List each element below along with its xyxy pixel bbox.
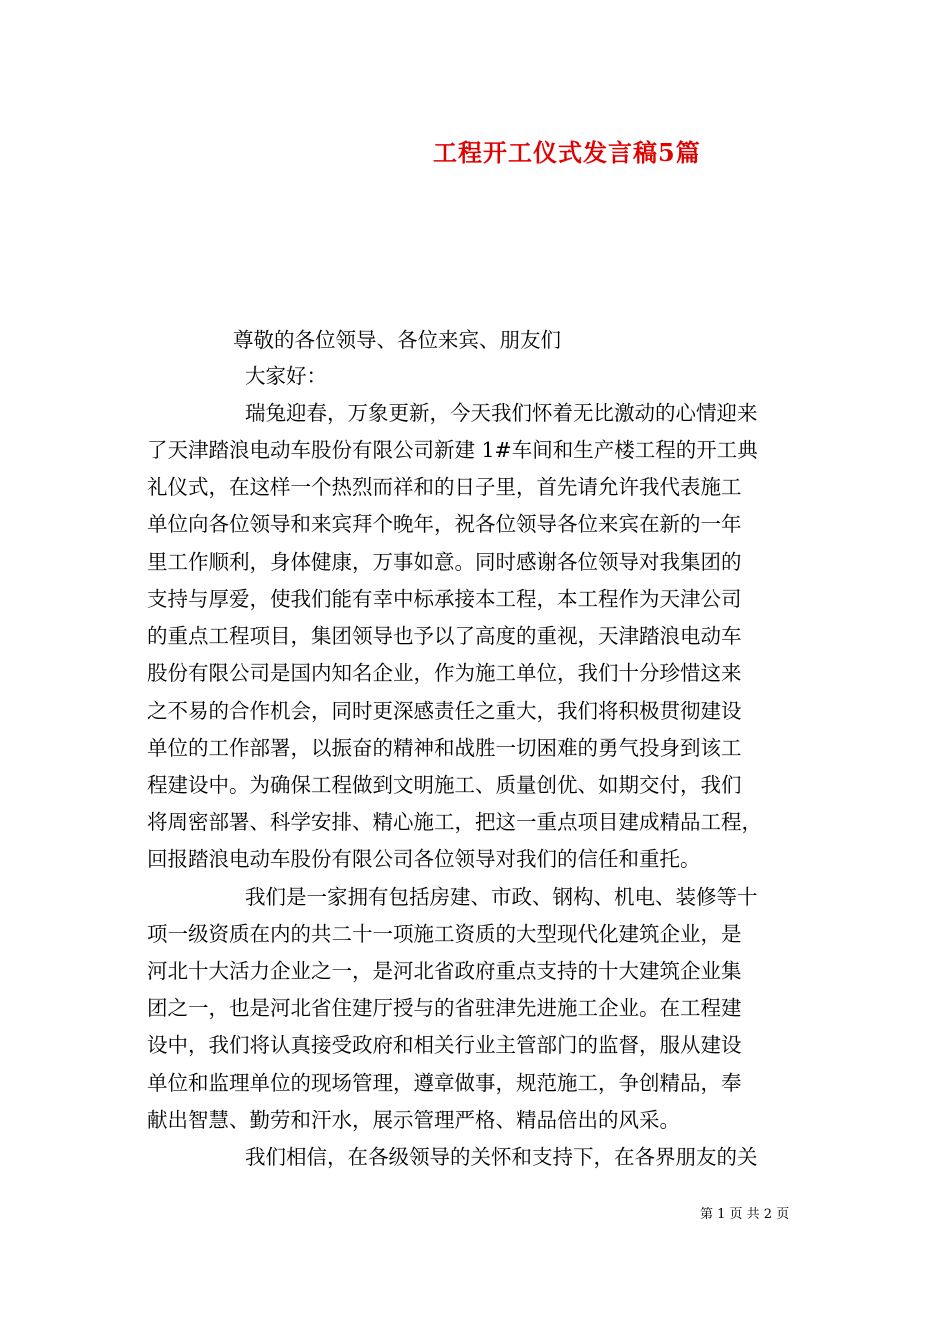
paragraph-line: 礼仪式，在这样一个热烈而祥和的日子里，首先请允许我代表施工: [147, 475, 742, 499]
paragraph-line: 瑞兔迎春，万象更新，今天我们怀着无比激动的心情迎来: [245, 401, 758, 425]
paragraph-line: 单位向各位领导和来宾拜个晚年，祝各位领导各位来宾在新的一年: [147, 512, 742, 536]
paragraph-line: 团之一，也是河北省住建厅授与的省驻津先进施工企业。在工程建: [147, 996, 742, 1020]
paragraph-line: 设中，我们将认真接受政府和相关行业主管部门的监督，服从建设: [147, 1033, 742, 1057]
paragraph-line: 之不易的合作机会，同时更深感责任之重大，我们将积极贯彻建设: [147, 699, 742, 723]
paragraph-line: 股份有限公司是国内知名企业，作为施工单位，我们十分珍惜这来: [147, 661, 742, 685]
page-number-footer: 第 1 页 共 2 页: [700, 1207, 790, 1222]
salutation-line: 尊敬的各位领导、各位来宾、朋友们: [233, 328, 561, 352]
paragraph-line: 回报踏浪电动车股份有限公司各位领导对我们的信任和重托。: [147, 847, 701, 871]
paragraph-line: 河北十大活力企业之一，是河北省政府重点支持的十大建筑企业集: [147, 959, 742, 983]
document-title: 工程开工仪式发言稿5篇: [433, 138, 701, 167]
paragraph-line: 单位的工作部署，以振奋的精神和战胜一切困难的勇气投身到该工: [147, 736, 742, 760]
greeting-line: 大家好：: [245, 364, 327, 388]
paragraph-line: 献出智慧、勤劳和汗水，展示管理严格、精品倍出的风采。: [147, 1108, 680, 1132]
paragraph-line: 里工作顺利，身体健康，万事如意。同时感谢各位领导对我集团的: [147, 550, 742, 574]
paragraph-line: 单位和监理单位的现场管理，遵章做事，规范施工，争创精品，奉: [147, 1071, 742, 1095]
paragraph-line: 的重点工程项目，集团领导也予以了高度的重视，天津踏浪电动车: [147, 624, 742, 648]
paragraph-line: 我们相信，在各级领导的关怀和支持下，在各界朋友的关: [245, 1145, 758, 1169]
paragraph-line: 将周密部署、科学安排、精心施工，把这一重点项目建成精品工程，: [147, 810, 762, 834]
paragraph-line: 项一级资质在内的共二十一项施工资质的大型现代化建筑企业，是: [147, 922, 742, 946]
paragraph-line: 我们是一家拥有包括房建、市政、钢构、机电、装修等十: [245, 885, 758, 909]
paragraph-line: 程建设中。为确保工程做到文明施工、质量创优、如期交付，我们: [147, 773, 742, 797]
paragraph-line: 了天津踏浪电动车股份有限公司新建 1#车间和生产楼工程的开工典: [147, 438, 758, 462]
paragraph-line: 支持与厚爱，使我们能有幸中标承接本工程，本工程作为天津公司: [147, 587, 742, 611]
